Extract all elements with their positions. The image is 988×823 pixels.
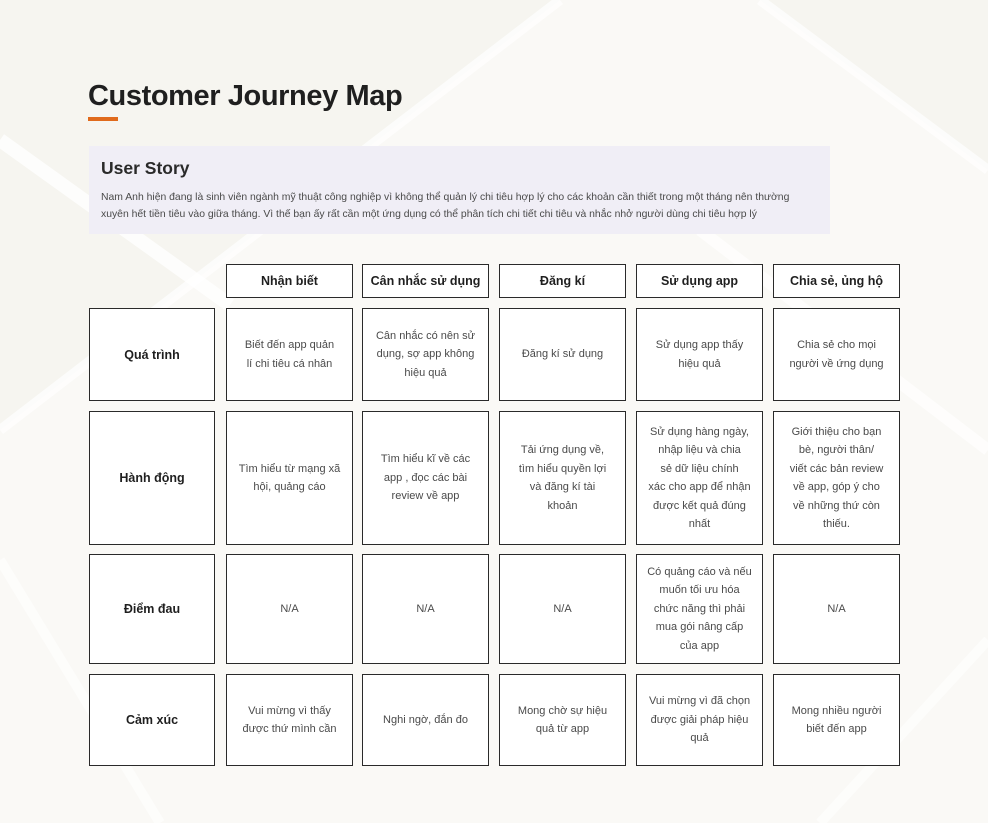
- journey-cell-text: Giới thiệu cho bạn bè, người thân/ viết các bản review về app, góp ý cho về những thứ còn thiếu.: [789, 425, 884, 530]
- column-header: Cân nhắc sử dụng: [362, 264, 489, 298]
- journey-cell-text: Tìm hiểu từ mạng xã hội, quảng cáo: [238, 462, 341, 493]
- journey-cell-text: Tải ứng dụng về, tìm hiểu quyền lợi và đăng kí tài khoản: [518, 444, 607, 512]
- journey-cell: [226, 411, 353, 545]
- journey-cell-text: Chia sẻ cho mọi người về ứng dụng: [789, 339, 884, 370]
- journey-cell: [499, 554, 626, 664]
- journey-cell: [636, 411, 763, 545]
- column-header: Sử dụng app: [636, 264, 763, 298]
- column-header: Đăng kí: [499, 264, 626, 298]
- journey-cell: [226, 308, 353, 401]
- journey-cell: [226, 554, 353, 664]
- journey-cell: [362, 554, 489, 664]
- row-header: Hành động: [89, 411, 215, 545]
- user-story-panel: [89, 146, 830, 234]
- journey-cell: [636, 674, 763, 766]
- row-header: Quá trình: [89, 308, 215, 401]
- column-header: Chia sẻ, ủng hộ: [773, 264, 900, 298]
- journey-cell-text: N/A: [280, 602, 299, 615]
- journey-cell-text: Sử dụng hàng ngày, nhập liệu và chia sẻ dữ liệu chính xác cho app để nhận được kết quả đúng nhất: [648, 425, 751, 530]
- journey-cell-text: Cân nhắc có nên sử dụng, sợ app không hiệu quả: [375, 329, 476, 379]
- journey-cell-text: Có quảng cáo và nếu muốn tối ưu hóa chức năng thì phải mua gói nâng cấp của app: [647, 565, 752, 652]
- journey-cell-text: N/A: [416, 602, 435, 615]
- title-underline: [88, 117, 118, 121]
- journey-cell-text: N/A: [827, 602, 846, 615]
- journey-cell-text: Biết đến app quản lí chi tiêu cá nhân: [244, 339, 335, 370]
- page-title: Customer Journey Map: [88, 80, 403, 112]
- journey-cell-text: Đăng kí sử dụng: [521, 348, 604, 361]
- journey-cell-text: Vui mừng vì đã chọn được giải pháp hiệu quả: [648, 695, 751, 745]
- journey-cell-text: Tìm hiểu kĩ về các app , đọc các bài review về app: [380, 453, 471, 503]
- journey-cell-text: N/A: [553, 602, 572, 615]
- user-story-text: Nam Anh hiện đang là sinh viên ngành mỹ thuật công nghiệp vì không thể quản lý chi tiêu hợp lý cho các khoản cần thiết trong một tháng nên thường xuyên hết tiền tiêu vào giữa tháng. Vì thế bạn ấy rất cần một ứng dụng có thể phân tích chi tiết chi tiêu và nhắc nhở người dùng chi tiêu hợp lý: [101, 192, 790, 220]
- journey-cell: [636, 554, 763, 664]
- journey-cell: [226, 674, 353, 766]
- journey-cell: [362, 308, 489, 401]
- journey-cell: [773, 674, 900, 766]
- journey-cell: [362, 674, 489, 766]
- journey-cell: [636, 308, 763, 401]
- journey-cell-text: Mong nhiều người biết đến app: [791, 704, 882, 735]
- journey-cell-text: Mong chờ sự hiệu quả từ app: [517, 704, 608, 735]
- journey-cell-text: Sử dụng app thấy hiệu quả: [655, 339, 744, 370]
- journey-cell: [499, 411, 626, 545]
- journey-cell: [499, 674, 626, 766]
- column-header: Nhận biết: [226, 264, 353, 298]
- journey-cell: [362, 411, 489, 545]
- row-header: Cảm xúc: [89, 674, 215, 766]
- journey-cell-text: Nghi ngờ, đắn đo: [383, 713, 468, 726]
- journey-cell: [773, 411, 900, 545]
- journey-cell: [773, 308, 900, 401]
- journey-cell-text: Vui mừng vì thấy được thứ mình cần: [242, 704, 337, 735]
- user-story-heading: User Story: [101, 158, 190, 178]
- journey-cell: [499, 308, 626, 401]
- journey-cell: [773, 554, 900, 664]
- row-header: Điểm đau: [89, 554, 215, 664]
